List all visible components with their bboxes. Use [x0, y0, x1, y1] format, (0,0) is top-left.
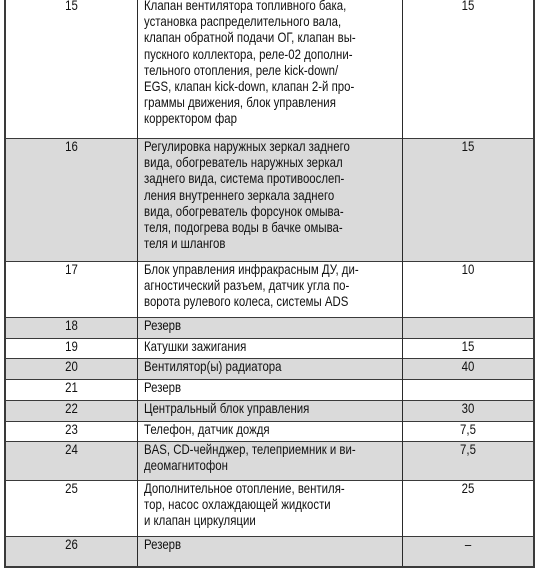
fuse-description: Центральный блок управления: [144, 401, 310, 416]
fuse-description: Клапан вентилятора топливного бака, установка распределительного вала, клапан обратной подачи ОГ, клапан вы- пускного коллектора, реле-02 дополни- тельного отопления, реле kick-down/ EGS, клапан kick-down, клапан 2-й про- граммы движения, блок управления корректором фар: [144, 0, 356, 127]
fuse-amperage: 10: [461, 262, 475, 277]
column-divider: [137, 0, 138, 566]
fuse-amperage: 25: [461, 481, 475, 496]
fuse-number: 20: [65, 359, 78, 374]
fuse-description: Резерв: [144, 380, 182, 395]
fuse-description: Резерв: [144, 318, 182, 333]
fuse-amperage: 7,5: [460, 442, 476, 457]
fuse-number: 19: [65, 339, 78, 354]
fuse-amperage: 15: [461, 139, 475, 154]
fuse-amperage: 30: [461, 401, 475, 416]
fuse-number: 16: [65, 139, 78, 154]
fuse-number: 21: [65, 380, 78, 395]
fuse-amperage: 15: [461, 0, 475, 13]
table-row: [6, 537, 533, 566]
fuse-description: Дополнительное отопление, вентиля- тор, насос охлаждающей жидкости и клапан циркуляции: [144, 481, 345, 529]
fuse-number: 15: [65, 0, 78, 13]
fuse-amperage: 15: [461, 339, 475, 354]
table-row: [6, 481, 533, 537]
fuse-description: Резерв: [144, 537, 182, 552]
fuse-amperage: 7,5: [460, 422, 476, 437]
fuse-description: Блок управления инфракрасным ДУ, ди- агностический разъем, датчик угла по- ворота рулевого колеса, системы ADS: [144, 262, 359, 310]
table-row: [6, 380, 533, 401]
fuse-description: Вентилятор(ы) радиатора: [144, 359, 282, 374]
column-divider: [402, 0, 403, 566]
table-row: [6, 318, 533, 339]
fuse-number: 24: [65, 442, 78, 457]
table-row: [6, 401, 533, 422]
table-row: [6, 0, 533, 139]
table-row: [6, 422, 533, 442]
fuse-number: 17: [65, 262, 78, 277]
fuse-number: 25: [65, 481, 78, 496]
fuse-description: Регулировка наружных зеркал заднего вида, обогреватель наружных зеркал заднего вида, система противоослеп- ления внутреннего зеркала заднего вида, обогреватель форсунок омыва- теля, подогрева воды в бачке омыва- теля и шлангов: [144, 139, 350, 252]
fuse-amperage: –: [464, 537, 472, 552]
table-row: [6, 442, 533, 481]
fuse-table: [4, 0, 535, 568]
table-row: [6, 339, 533, 359]
fuse-description: Катушки зажигания: [144, 339, 247, 354]
fuse-number: 22: [65, 401, 78, 416]
table-row: [6, 139, 533, 262]
fuse-description: Телефон, датчик дождя: [144, 422, 270, 437]
fuse-description: BAS, CD-чейнджер, телеприемник и ви- деомагнитофон: [144, 442, 356, 474]
fuse-amperage: 40: [461, 359, 475, 374]
fuse-number: 26: [65, 537, 78, 552]
fuse-number: 18: [65, 318, 78, 333]
table-row: [6, 359, 533, 380]
fuse-number: 23: [65, 422, 78, 437]
table-row: [6, 262, 533, 318]
